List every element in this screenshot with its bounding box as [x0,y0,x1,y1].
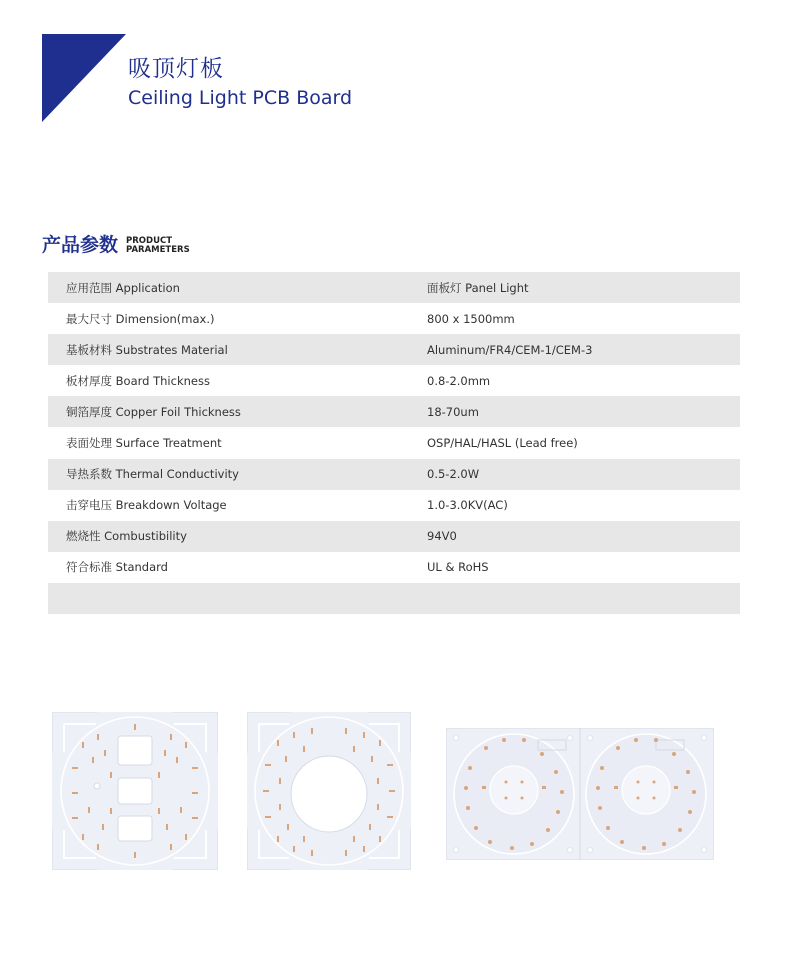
pcb-photo-center-hole [247,712,411,870]
param-label: 燃烧性 Combustibility [66,529,187,544]
param-value: 1.0-3.0KV(AC) [427,498,508,513]
table-row [48,396,740,427]
pcb-photo-rect-cutouts [52,712,218,870]
param-value: 面板灯 Panel Light [427,280,529,295]
table-row [48,303,740,334]
section-title-english-line2: PARAMETERS [126,245,190,255]
table-row [48,552,740,583]
title-chinese: 吸顶灯板 [128,56,224,82]
param-label: 铜箔厚度 Copper Foil Thickness [66,404,241,419]
param-label: 板材厚度 Board Thickness [66,373,210,388]
title-english: Ceiling Light PCB Board [128,87,353,109]
param-value: 800 x 1500mm [427,311,515,326]
table-row [48,427,740,458]
param-label: 最大尺寸 Dimension(max.) [66,311,215,326]
param-value: Aluminum/FR4/CEM-1/CEM-3 [427,342,593,357]
param-label: 导热系数 Thermal Conductivity [66,467,239,482]
table-row [48,583,740,614]
param-label: 击穿电压 Breakdown Voltage [66,498,227,513]
param-label: 应用范围 Application [66,280,180,295]
section-title-english-line1: PRODUCT [126,236,173,246]
table-row [48,459,740,490]
param-value: 18-70um [427,404,479,419]
parameters-table [48,272,740,614]
param-value: OSP/HAL/HASL (Lead free) [427,436,578,451]
page-title [128,54,352,111]
param-label: 表面处理 Surface Treatment [66,436,222,451]
section-title-english [126,237,190,257]
table-row [48,272,740,303]
param-value: 0.8-2.0mm [427,373,491,388]
param-label: 符合标准 Standard [66,560,168,575]
param-value: 94V0 [427,529,457,544]
param-value: 0.5-2.0W [427,467,480,482]
corner-triangle-mark [42,34,126,122]
pcb-photo-double-panel [446,728,714,860]
param-value: UL & RoHS [427,560,489,575]
section-heading [42,233,190,257]
table-row [48,521,740,552]
table-row [48,334,740,365]
table-row [48,490,740,521]
section-title-chinese: 产品参数 [42,234,119,256]
table-row [48,365,740,396]
param-label: 基板材料 Substrates Material [66,342,228,357]
